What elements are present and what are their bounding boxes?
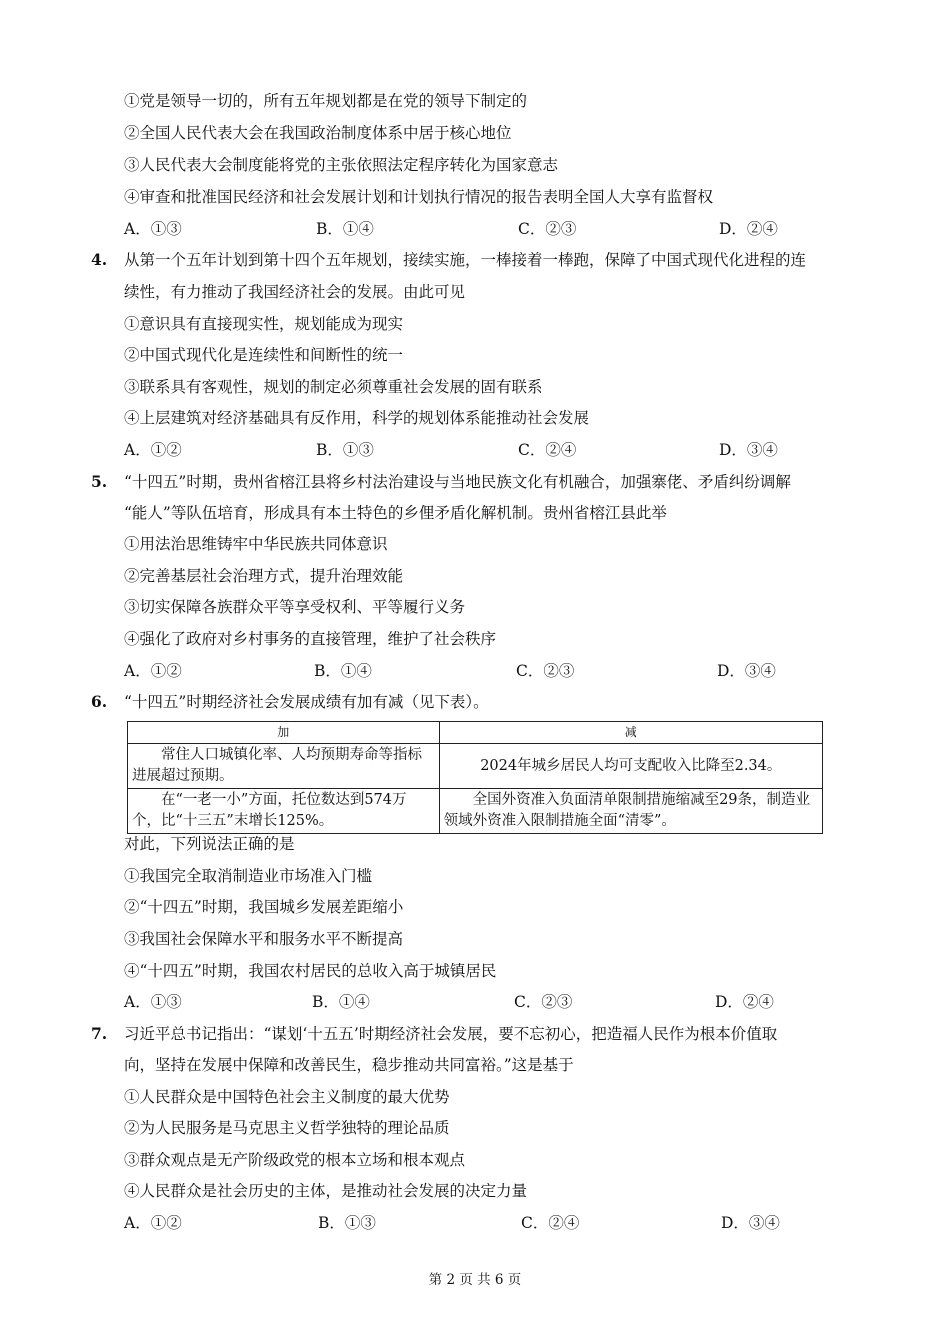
- q6-option-c: C．②③: [514, 993, 573, 1011]
- q5-option-d: D．③④: [717, 662, 776, 680]
- q4-option-a: A．①②: [124, 441, 182, 459]
- table-cell: 在“一老一小”方面，托位数达到574万个，比“十三五”末增长125%。: [128, 789, 440, 834]
- q3-item-4: ④审查和批准国民经济和社会发展计划和计划执行情况的报告表明全国人大享有监督权: [124, 188, 714, 206]
- q5-item-1: ①用法治思维铸牢中华民族共同体意识: [124, 535, 388, 553]
- q3-item-1: ①党是领导一切的，所有五年规划都是在党的领导下制定的: [124, 92, 528, 110]
- q4-option-c: C．②④: [518, 441, 577, 459]
- q4-item-2: ②中国式现代化是连续性和间断性的统一: [124, 346, 404, 364]
- q5-stem-line-2: “能人”等队伍培育，形成具有本土特色的乡俚矛盾化解机制。贵州省榕江县此举: [124, 504, 667, 522]
- q7-option-d: D．③④: [721, 1214, 780, 1232]
- q7-option-b: B．①③: [318, 1214, 376, 1232]
- q5-number: 5.: [91, 472, 108, 491]
- q7-item-4: ④人民群众是社会历史的主体，是推动社会发展的决定力量: [124, 1182, 528, 1200]
- q4-option-d: D．③④: [719, 441, 778, 459]
- q6-item-2: ②“十四五”时期，我国城乡发展差距缩小: [124, 898, 404, 916]
- q6-item-1: ①我国完全取消制造业市场准入门槛: [124, 867, 373, 885]
- q6-number: 6.: [91, 692, 108, 711]
- q6-after-text: 对此，下列说法正确的是: [124, 835, 295, 853]
- q3-item-2: ②全国人民代表大会在我国政治制度体系中居于核心地位: [124, 124, 512, 142]
- q7-option-c: C．②④: [521, 1214, 580, 1232]
- q3-option-a: A．①③: [124, 220, 182, 238]
- table-cell: 全国外资准入负面清单限制措施缩减至29条，制造业领域外资准入限制措施全面“清零”。: [439, 789, 822, 834]
- q5-item-3: ③切实保障各族群众平等享受权利、平等履行义务: [124, 598, 466, 616]
- q7-stem-line-1: 习近平总书记指出：“谋划‘十五五’时期经济社会发展，要不忘初心，把造福人民作为根本价值取: [124, 1025, 778, 1043]
- q3-item-3: ③人民代表大会制度能将党的主张依照法定程序转化为国家意志: [124, 156, 559, 174]
- q6-item-3: ③我国社会保障水平和服务水平不断提高: [124, 930, 404, 948]
- q6-table: [127, 721, 823, 834]
- q3-option-c: C．②③: [518, 220, 577, 238]
- q7-number: 7.: [91, 1024, 108, 1043]
- q4-number: 4.: [91, 250, 108, 269]
- q4-item-4: ④上层建筑对经济基础具有反作用，科学的规划体系能推动社会发展: [124, 409, 590, 427]
- q7-item-2: ②为人民服务是马克思主义哲学独特的理论品质: [124, 1119, 450, 1137]
- q3-option-b: B．①④: [316, 220, 374, 238]
- q7-item-3: ③群众观点是无产阶级政党的根本立场和根本观点: [124, 1151, 466, 1169]
- q5-item-2: ②完善基层社会治理方式，提升治理效能: [124, 567, 404, 585]
- q7-option-a: A．①②: [124, 1214, 182, 1232]
- q3-option-d: D．②④: [719, 220, 778, 238]
- table-header-add: 加: [128, 722, 440, 744]
- q5-item-4: ④强化了政府对乡村事务的直接管理，维护了社会秩序: [124, 630, 497, 648]
- q4-item-3: ③联系具有客观性，规划的制定必须尊重社会发展的固有联系: [124, 378, 543, 396]
- table-row: [128, 789, 823, 834]
- page-footer: 第 2 页 共 6 页: [428, 1272, 522, 1288]
- q6-stem: “十四五”时期经济社会发展成绩有加有减（见下表）。: [124, 693, 489, 711]
- q4-stem-line-1: 从第一个五年计划到第十四个五年规划，接续实施，一棒接着一棒跑，保障了中国式现代化进程的连: [124, 251, 807, 269]
- table-header-subtract: 减: [439, 722, 822, 744]
- q5-option-b: B．①④: [314, 662, 372, 680]
- q5-option-c: C．②③: [516, 662, 575, 680]
- q4-stem-line-2: 续性，有力推动了我国经济社会的发展。由此可见: [124, 283, 466, 301]
- q6-option-d: D．②④: [715, 993, 774, 1011]
- q7-item-1: ①人民群众是中国特色社会主义制度的最大优势: [124, 1088, 450, 1106]
- q4-option-b: B．①③: [316, 441, 374, 459]
- q6-option-b: B．①④: [312, 993, 370, 1011]
- q5-option-a: A．①②: [124, 662, 182, 680]
- q5-stem-line-1: “十四五”时期，贵州省榕江县将乡村法治建设与当地民族文化有机融合，加强寨佬、矛盾纠纷调解: [124, 473, 791, 491]
- table-cell: 2024年城乡居民人均可支配收入比降至2.34。: [439, 744, 822, 789]
- table-row: [128, 744, 823, 789]
- q6-option-a: A．①③: [124, 993, 182, 1011]
- table-cell: 常住人口城镇化率、人均预期寿命等指标进展超过预期。: [128, 744, 440, 789]
- q6-item-4: ④“十四五”时期，我国农村居民的总收入高于城镇居民: [124, 962, 497, 980]
- q7-stem-line-2: 向，坚持在发展中保障和改善民生，稳步推动共同富裕。”这是基于: [124, 1056, 574, 1074]
- q4-item-1: ①意识具有直接现实性，规划能成为现实: [124, 315, 404, 333]
